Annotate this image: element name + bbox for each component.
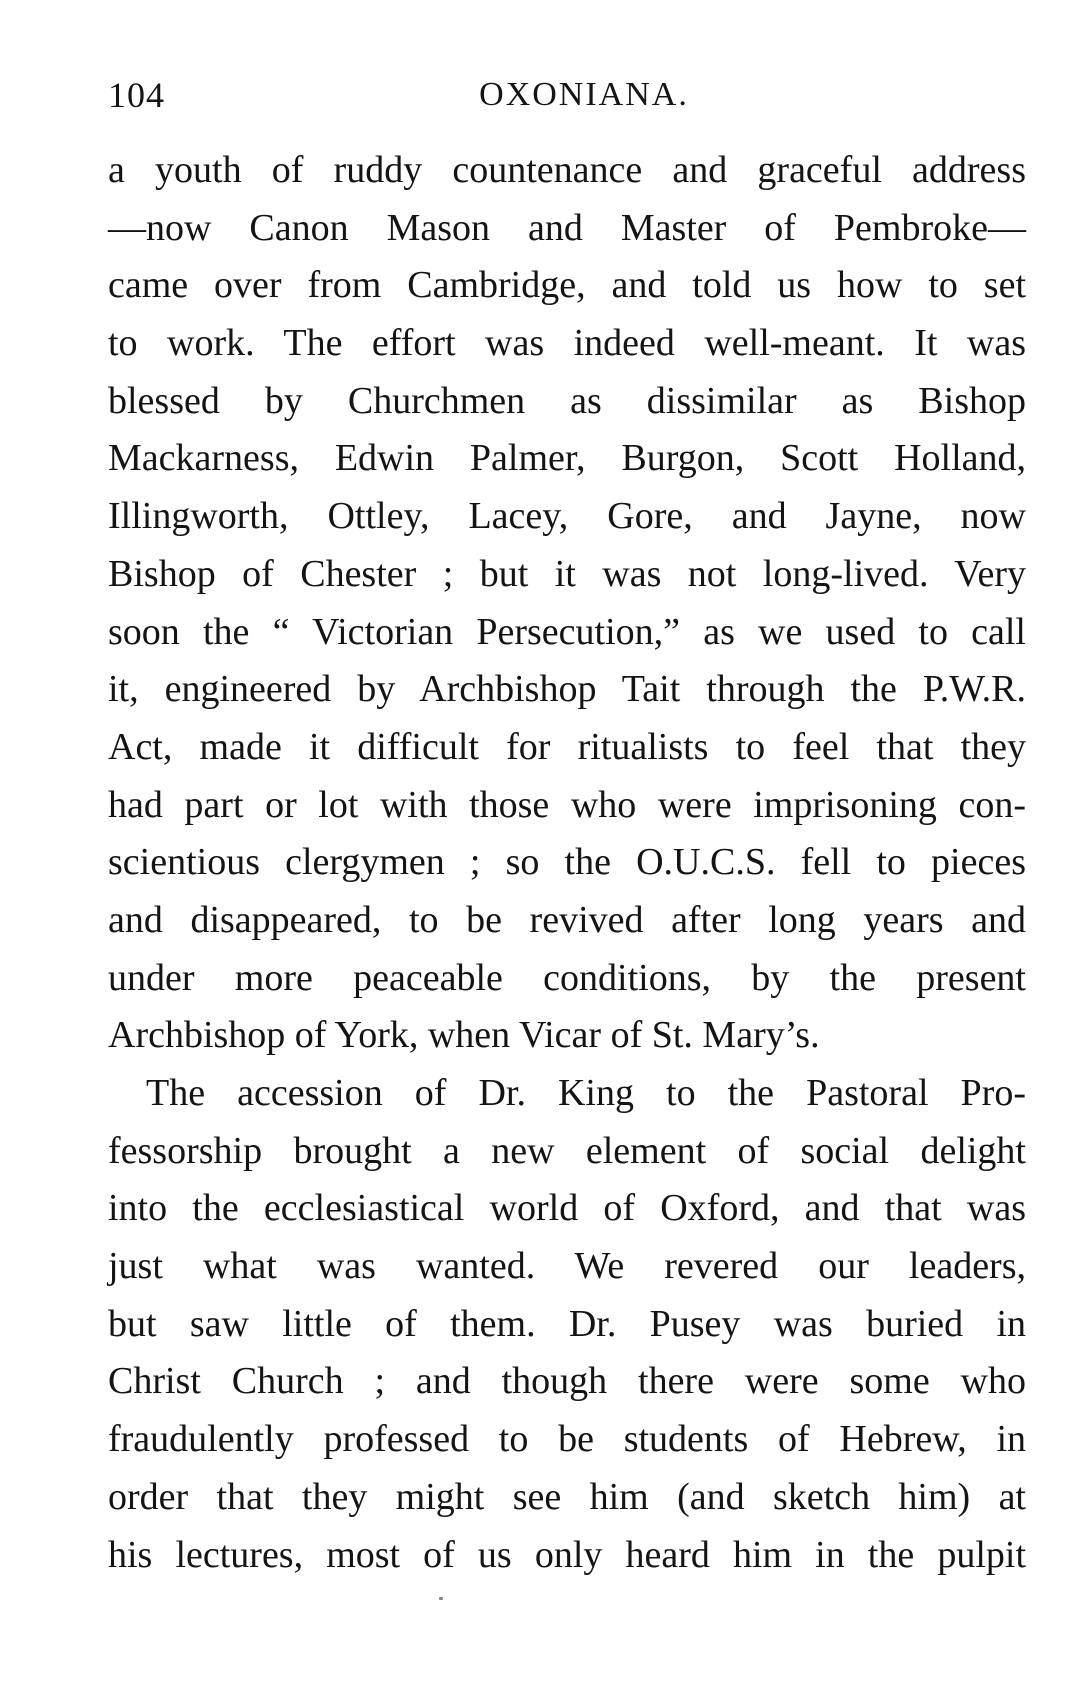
running-title: OXONIANA. [479,76,689,113]
text-line: Bishop of Chester ; but it was not long-lived. Very [108,552,1026,595]
running-head [108,70,1026,120]
text-line: blessed by Churchmen as dissimilar as Bishop [108,379,1026,422]
text-line: into the ecclesiastical world of Oxford, and that was [108,1187,1026,1230]
text-line: and disappeared, to be revived after long years and [108,898,1026,941]
text-line: —now Canon Mason and Master of Pembroke— [108,206,1026,249]
text-line: just what was wanted. We revered our leaders, [108,1245,1026,1288]
text-line: had part or lot with those who were imprisoning con- [108,783,1026,826]
text-line: fessorship brought a new element of social delight [108,1129,1026,1172]
text-line: The accession of Dr. King to the Pastoral Pro- [146,1072,1026,1114]
text-line: Mackarness, Edwin Palmer, Burgon, Scott Holland, [108,437,1026,480]
text-line: Christ Church ; and though there were some who [108,1360,1026,1403]
text-line: scientious clergymen ; so the O.U.C.S. fell to pieces [108,841,1026,884]
text-line: came over from Cambridge, and told us how to set [108,264,1026,307]
ink-speck [439,1597,443,1600]
text-line: soon the “ Victorian Persecution,” as we used to call [108,610,1026,653]
text-line: order that they might see him (and sketch him) at [108,1475,1026,1518]
text-line: Illingworth, Ottley, Lacey, Gore, and Jayne, now [108,495,1026,538]
page-number: 104 [108,75,165,115]
text-line: a youth of ruddy countenance and graceful address [108,149,1026,191]
paragraph-1 [108,142,1026,1065]
text-line: his lectures, most of us only heard him in the pulpit [108,1533,1026,1576]
body-text [108,142,1026,1584]
text-line: Archbishop of York, when Vicar of St. Mary’s. [108,1014,820,1057]
text-line: it, engineered by Archbishop Tait through the P.W.R. [108,668,1026,711]
text-line: fraudulently professed to be students of Hebrew, in [108,1418,1026,1461]
text-line: under more peaceable conditions, by the present [108,956,1026,999]
paragraph-2 [108,1065,1026,1584]
text-line: but saw little of them. Dr. Pusey was buried in [108,1302,1026,1345]
text-line: Act, made it difficult for ritualists to feel that they [108,725,1026,768]
text-line: to work. The effort was indeed well-meant. It was [108,322,1026,365]
